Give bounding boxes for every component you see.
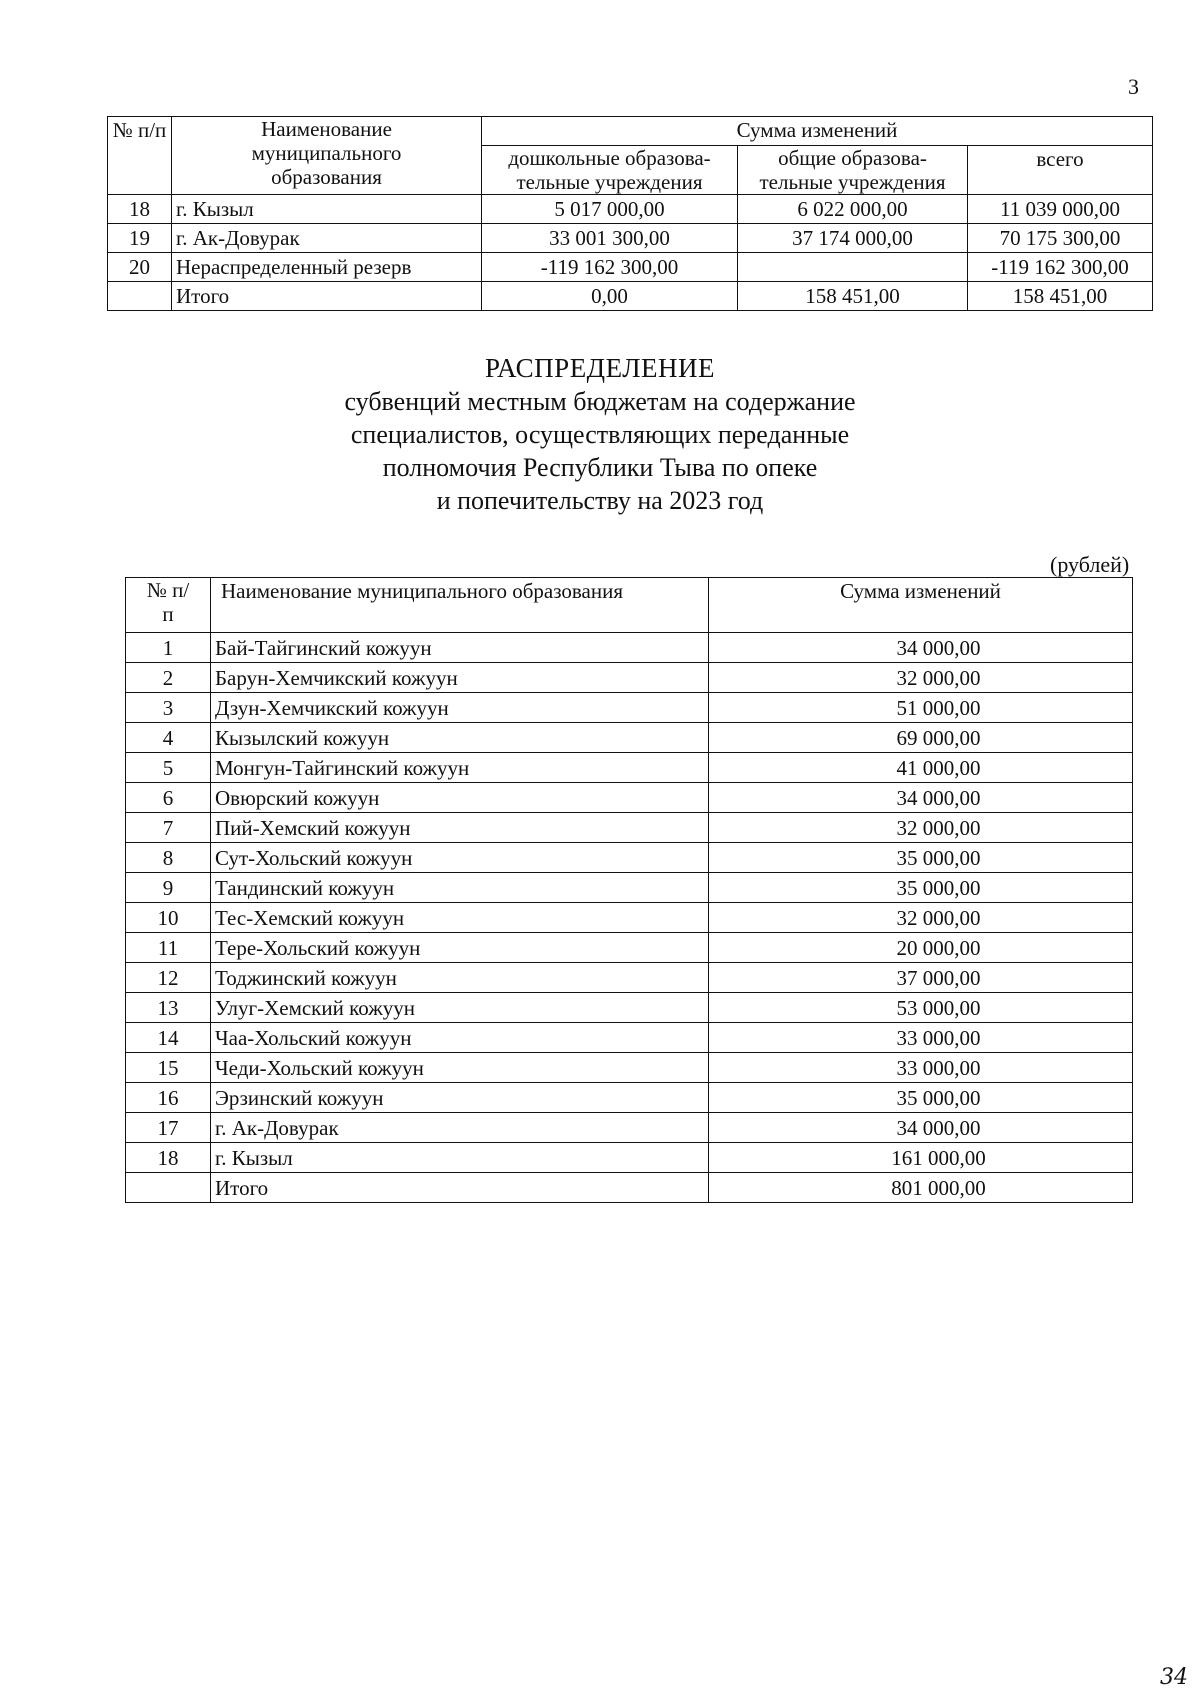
header-name: Наименование муниципального образования	[211, 578, 709, 633]
table-row	[108, 253, 1153, 282]
cell-num: 13	[126, 993, 211, 1023]
table-row	[126, 783, 1133, 813]
cell-num: 2	[126, 663, 211, 693]
header-sum: Сумма изменений	[709, 578, 1133, 633]
cell-name: г. Кызыл	[211, 1143, 709, 1173]
header-name	[172, 117, 482, 195]
cell-preschool: 5 017 000,00	[482, 195, 738, 224]
cell-name: Чаа-Хольский кожуун	[211, 1023, 709, 1053]
cell-total: 158 451,00	[968, 282, 1153, 311]
cell-total: 70 175 300,00	[968, 224, 1153, 253]
cell-preschool: 0,00	[482, 282, 738, 311]
cell-total: 11 039 000,00	[968, 195, 1153, 224]
cell-general: 158 451,00	[738, 282, 968, 311]
cell-total: -119 162 300,00	[968, 253, 1153, 282]
cell-sum: 34 000,00	[709, 783, 1133, 813]
table-row	[126, 993, 1133, 1023]
table-row	[108, 224, 1153, 253]
cell-sum: 34 000,00	[709, 633, 1133, 663]
cell-name: г. Ак-Довурак	[211, 1113, 709, 1143]
unit-label: (рублей)	[1050, 552, 1130, 577]
cell-num: 11	[126, 933, 211, 963]
cell-name: Бай-Тайгинский кожуун	[211, 633, 709, 663]
cell-num: 10	[126, 903, 211, 933]
header-total: всего	[968, 146, 1153, 195]
cell-sum: 32 000,00	[709, 663, 1133, 693]
cell-num: 18	[108, 195, 172, 224]
header-preschool	[482, 146, 738, 195]
cell-num: 7	[126, 813, 211, 843]
header-preschool-label: дошкольные образова-тельные учреждения	[508, 146, 711, 194]
cell-num: 16	[126, 1083, 211, 1113]
cell-name: Нераспределенный резерв	[172, 253, 482, 282]
cell-sum: 35 000,00	[709, 873, 1133, 903]
cell-name: Дзун-Хемчикский кожуун	[211, 693, 709, 723]
heading-line: полномочия Республики Тыва по опеке	[382, 453, 818, 482]
header-num	[108, 117, 172, 195]
cell-num: 8	[126, 843, 211, 873]
header-name-label: Наименование муниципального образования	[251, 117, 402, 189]
cell-num: 3	[126, 693, 211, 723]
cell-sum: 20 000,00	[709, 933, 1133, 963]
cell-num: 1	[126, 633, 211, 663]
margin-note: 34	[1160, 1665, 1188, 1690]
table-header-row	[126, 578, 1133, 633]
cell-name: Итого	[211, 1173, 709, 1203]
cell-name: Чеди-Хольский кожуун	[211, 1053, 709, 1083]
cell-sum: 37 000,00	[709, 963, 1133, 993]
cell-name: Сут-Хольский кожуун	[211, 843, 709, 873]
cell-sum: 35 000,00	[709, 1083, 1133, 1113]
cell-num: 14	[126, 1023, 211, 1053]
cell-sum: 41 000,00	[709, 753, 1133, 783]
cell-name: Тере-Хольский кожуун	[211, 933, 709, 963]
cell-name: Монгун-Тайгинский кожуун	[211, 753, 709, 783]
cell-sum: 801 000,00	[709, 1173, 1133, 1203]
cell-name: г. Кызыл	[172, 195, 482, 224]
cell-preschool: 33 001 300,00	[482, 224, 738, 253]
table-header-row	[108, 117, 1153, 146]
cell-name: Тандинский кожуун	[211, 873, 709, 903]
table-row	[126, 753, 1133, 783]
cell-name: Тес-Хемский кожуун	[211, 903, 709, 933]
table-row	[126, 1023, 1133, 1053]
cell-name: Итого	[172, 282, 482, 311]
cell-num: 15	[126, 1053, 211, 1083]
header-general-label: общие образова-тельные учреждения	[759, 146, 946, 194]
page-number: 3	[1128, 74, 1139, 99]
cell-sum: 69 000,00	[709, 723, 1133, 753]
changes-table	[107, 116, 1153, 311]
cell-general: 37 174 000,00	[738, 224, 968, 253]
table-row	[126, 633, 1133, 663]
header-general	[738, 146, 968, 195]
distribution-table	[125, 577, 1133, 1203]
cell-sum: 32 000,00	[709, 903, 1133, 933]
cell-sum: 51 000,00	[709, 693, 1133, 723]
table-row	[126, 843, 1133, 873]
header-num	[126, 578, 211, 633]
cell-num: 18	[126, 1143, 211, 1173]
distribution-heading	[0, 352, 1200, 517]
cell-num	[108, 282, 172, 311]
cell-num: 17	[126, 1113, 211, 1143]
cell-name: Барун-Хемчикский кожуун	[211, 663, 709, 693]
cell-num: 12	[126, 963, 211, 993]
cell-sum: 34 000,00	[709, 1113, 1133, 1143]
heading-line: специалистов, осуществляющих переданные	[350, 420, 850, 449]
table-row	[126, 1083, 1133, 1113]
table-row	[126, 1143, 1133, 1173]
cell-sum: 32 000,00	[709, 813, 1133, 843]
table-row	[126, 813, 1133, 843]
cell-num: 4	[126, 723, 211, 753]
cell-num: 5	[126, 753, 211, 783]
cell-num: 19	[108, 224, 172, 253]
table-row	[126, 1053, 1133, 1083]
cell-num: 20	[108, 253, 172, 282]
header-sum-group: Сумма изменений	[482, 117, 1153, 146]
table-row	[126, 1113, 1133, 1143]
table-row	[108, 282, 1153, 311]
cell-name: г. Ак-Довурак	[172, 224, 482, 253]
cell-sum: 53 000,00	[709, 993, 1133, 1023]
cell-sum: 33 000,00	[709, 1053, 1133, 1083]
table-row	[126, 873, 1133, 903]
cell-sum: 35 000,00	[709, 843, 1133, 873]
table-row	[126, 1173, 1133, 1203]
cell-name: Кызылский кожуун	[211, 723, 709, 753]
heading-line: и попечительству на 2023 год	[436, 486, 764, 515]
cell-name: Овюрский кожуун	[211, 783, 709, 813]
cell-name: Тоджинский кожуун	[211, 963, 709, 993]
cell-name: Улуг-Хемский кожуун	[211, 993, 709, 1023]
heading-line: субвенций местным бюджетам на содержание	[344, 387, 856, 416]
cell-num: 9	[126, 873, 211, 903]
table-row	[126, 933, 1133, 963]
cell-num	[126, 1173, 211, 1203]
cell-name: Эрзинский кожуун	[211, 1083, 709, 1113]
cell-general	[738, 253, 968, 282]
cell-sum: 161 000,00	[709, 1143, 1133, 1173]
cell-name: Пий-Хемский кожуун	[211, 813, 709, 843]
heading-title: РАСПРЕДЕЛЕНИЕ	[484, 353, 716, 383]
cell-sum: 33 000,00	[709, 1023, 1133, 1053]
cell-general: 6 022 000,00	[738, 195, 968, 224]
table-row	[126, 963, 1133, 993]
table-row	[126, 903, 1133, 933]
table-row	[108, 195, 1153, 224]
table-row	[126, 663, 1133, 693]
table-row	[126, 723, 1133, 753]
cell-preschool: -119 162 300,00	[482, 253, 738, 282]
table-row	[126, 693, 1133, 723]
header-num-label: № п/п	[112, 118, 167, 142]
cell-num: 6	[126, 783, 211, 813]
header-num-label: № п/п	[146, 578, 190, 626]
